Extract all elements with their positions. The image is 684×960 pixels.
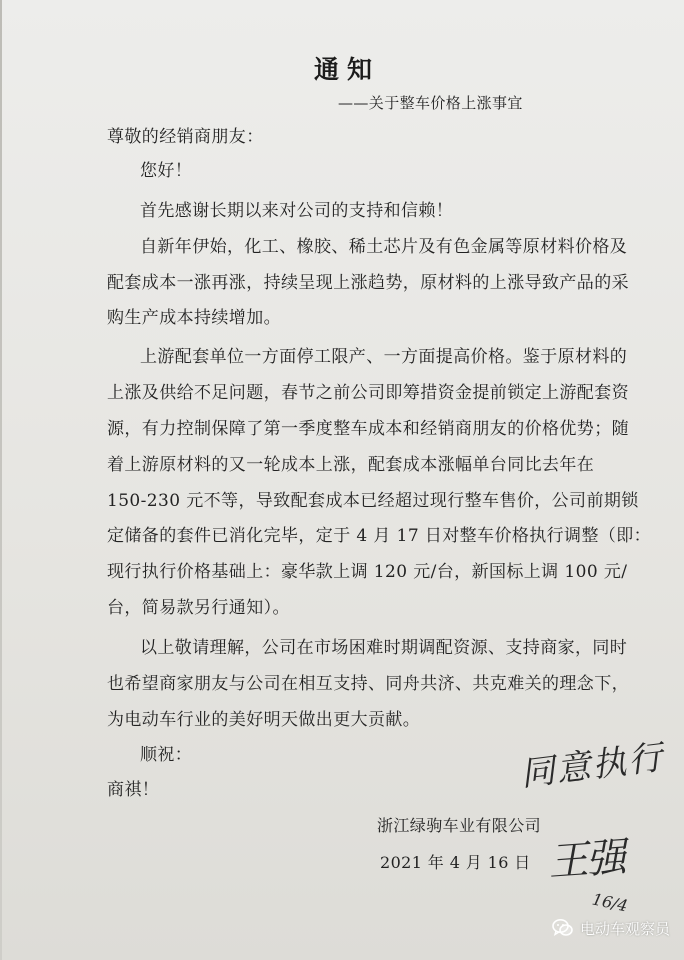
paper-edge bbox=[0, 0, 2, 960]
body-line: 首先感谢长期以来对公司的支持和信赖！ bbox=[140, 201, 454, 221]
body-line: 上游配套单位一方面停工限产、一方面提高价格。鉴于原材料的 bbox=[140, 347, 628, 367]
body-line: 配套成本一涨再涨，持续呈现上涨趋势，原材料的上涨导致产品的采 bbox=[107, 273, 629, 293]
wechat-logo-icon bbox=[552, 918, 574, 938]
salutation: 尊敬的经销商朋友： bbox=[107, 127, 264, 147]
greeting: 您好！ bbox=[140, 161, 193, 181]
handwritten-approval: 同意执行 bbox=[518, 737, 667, 795]
body-line: 以上敬请理解，公司在市场困难时期调配资源、支持商家，同时 bbox=[140, 638, 628, 658]
watermark-label: 电动车观察员 bbox=[579, 919, 670, 938]
body-line: 现行执行价格基础上：豪华款上调 120 元/台，新国标上调 100 元/ bbox=[107, 562, 628, 582]
body-line: 着上游原材料的又一轮成本上涨，配套成本涨幅单台同比去年在 bbox=[107, 455, 595, 475]
body-line: 也希望商家朋友与公司在相互支持、同舟共济、共克难关的理念下， bbox=[107, 674, 629, 694]
body-line: 150-230 元不等，导致配套成本已经超过现行整车售价，公司前期锁 bbox=[107, 491, 639, 511]
body-line: 为电动车行业的美好明天做出更大贡献。 bbox=[107, 710, 421, 730]
notice-subtitle: ——关于整车价格上涨事宜 bbox=[338, 94, 523, 112]
body-line: 上涨及供给不足问题，春节之前公司即筹措资金提前锁定上游配套资 bbox=[107, 383, 629, 403]
watermark bbox=[552, 916, 670, 940]
notice-title: 通知 bbox=[314, 55, 381, 84]
wish: 商祺！ bbox=[107, 780, 160, 800]
body-line: 源，有力控制保障了第一季度整车成本和经销商朋友的价格优势；随 bbox=[107, 419, 629, 439]
notice-date: 2021 年 4 月 16 日 bbox=[380, 853, 531, 872]
body-line: 自新年伊始，化工、橡胶、稀土芯片及有色金属等原材料价格及 bbox=[140, 237, 628, 257]
handwritten-signature: 王强 bbox=[546, 834, 626, 886]
body-line: 台，简易款另行通知）。 bbox=[107, 598, 290, 618]
company-name: 浙江绿驹车业有限公司 bbox=[377, 816, 542, 835]
closing: 顺祝： bbox=[140, 745, 193, 765]
body-line: 定储备的套件已消化完毕，定于 4 月 17 日对整车价格执行调整（即： bbox=[107, 526, 652, 546]
body-line: 购生产成本持续增加。 bbox=[107, 308, 281, 328]
handwritten-date-note: 16/4 bbox=[590, 889, 630, 916]
